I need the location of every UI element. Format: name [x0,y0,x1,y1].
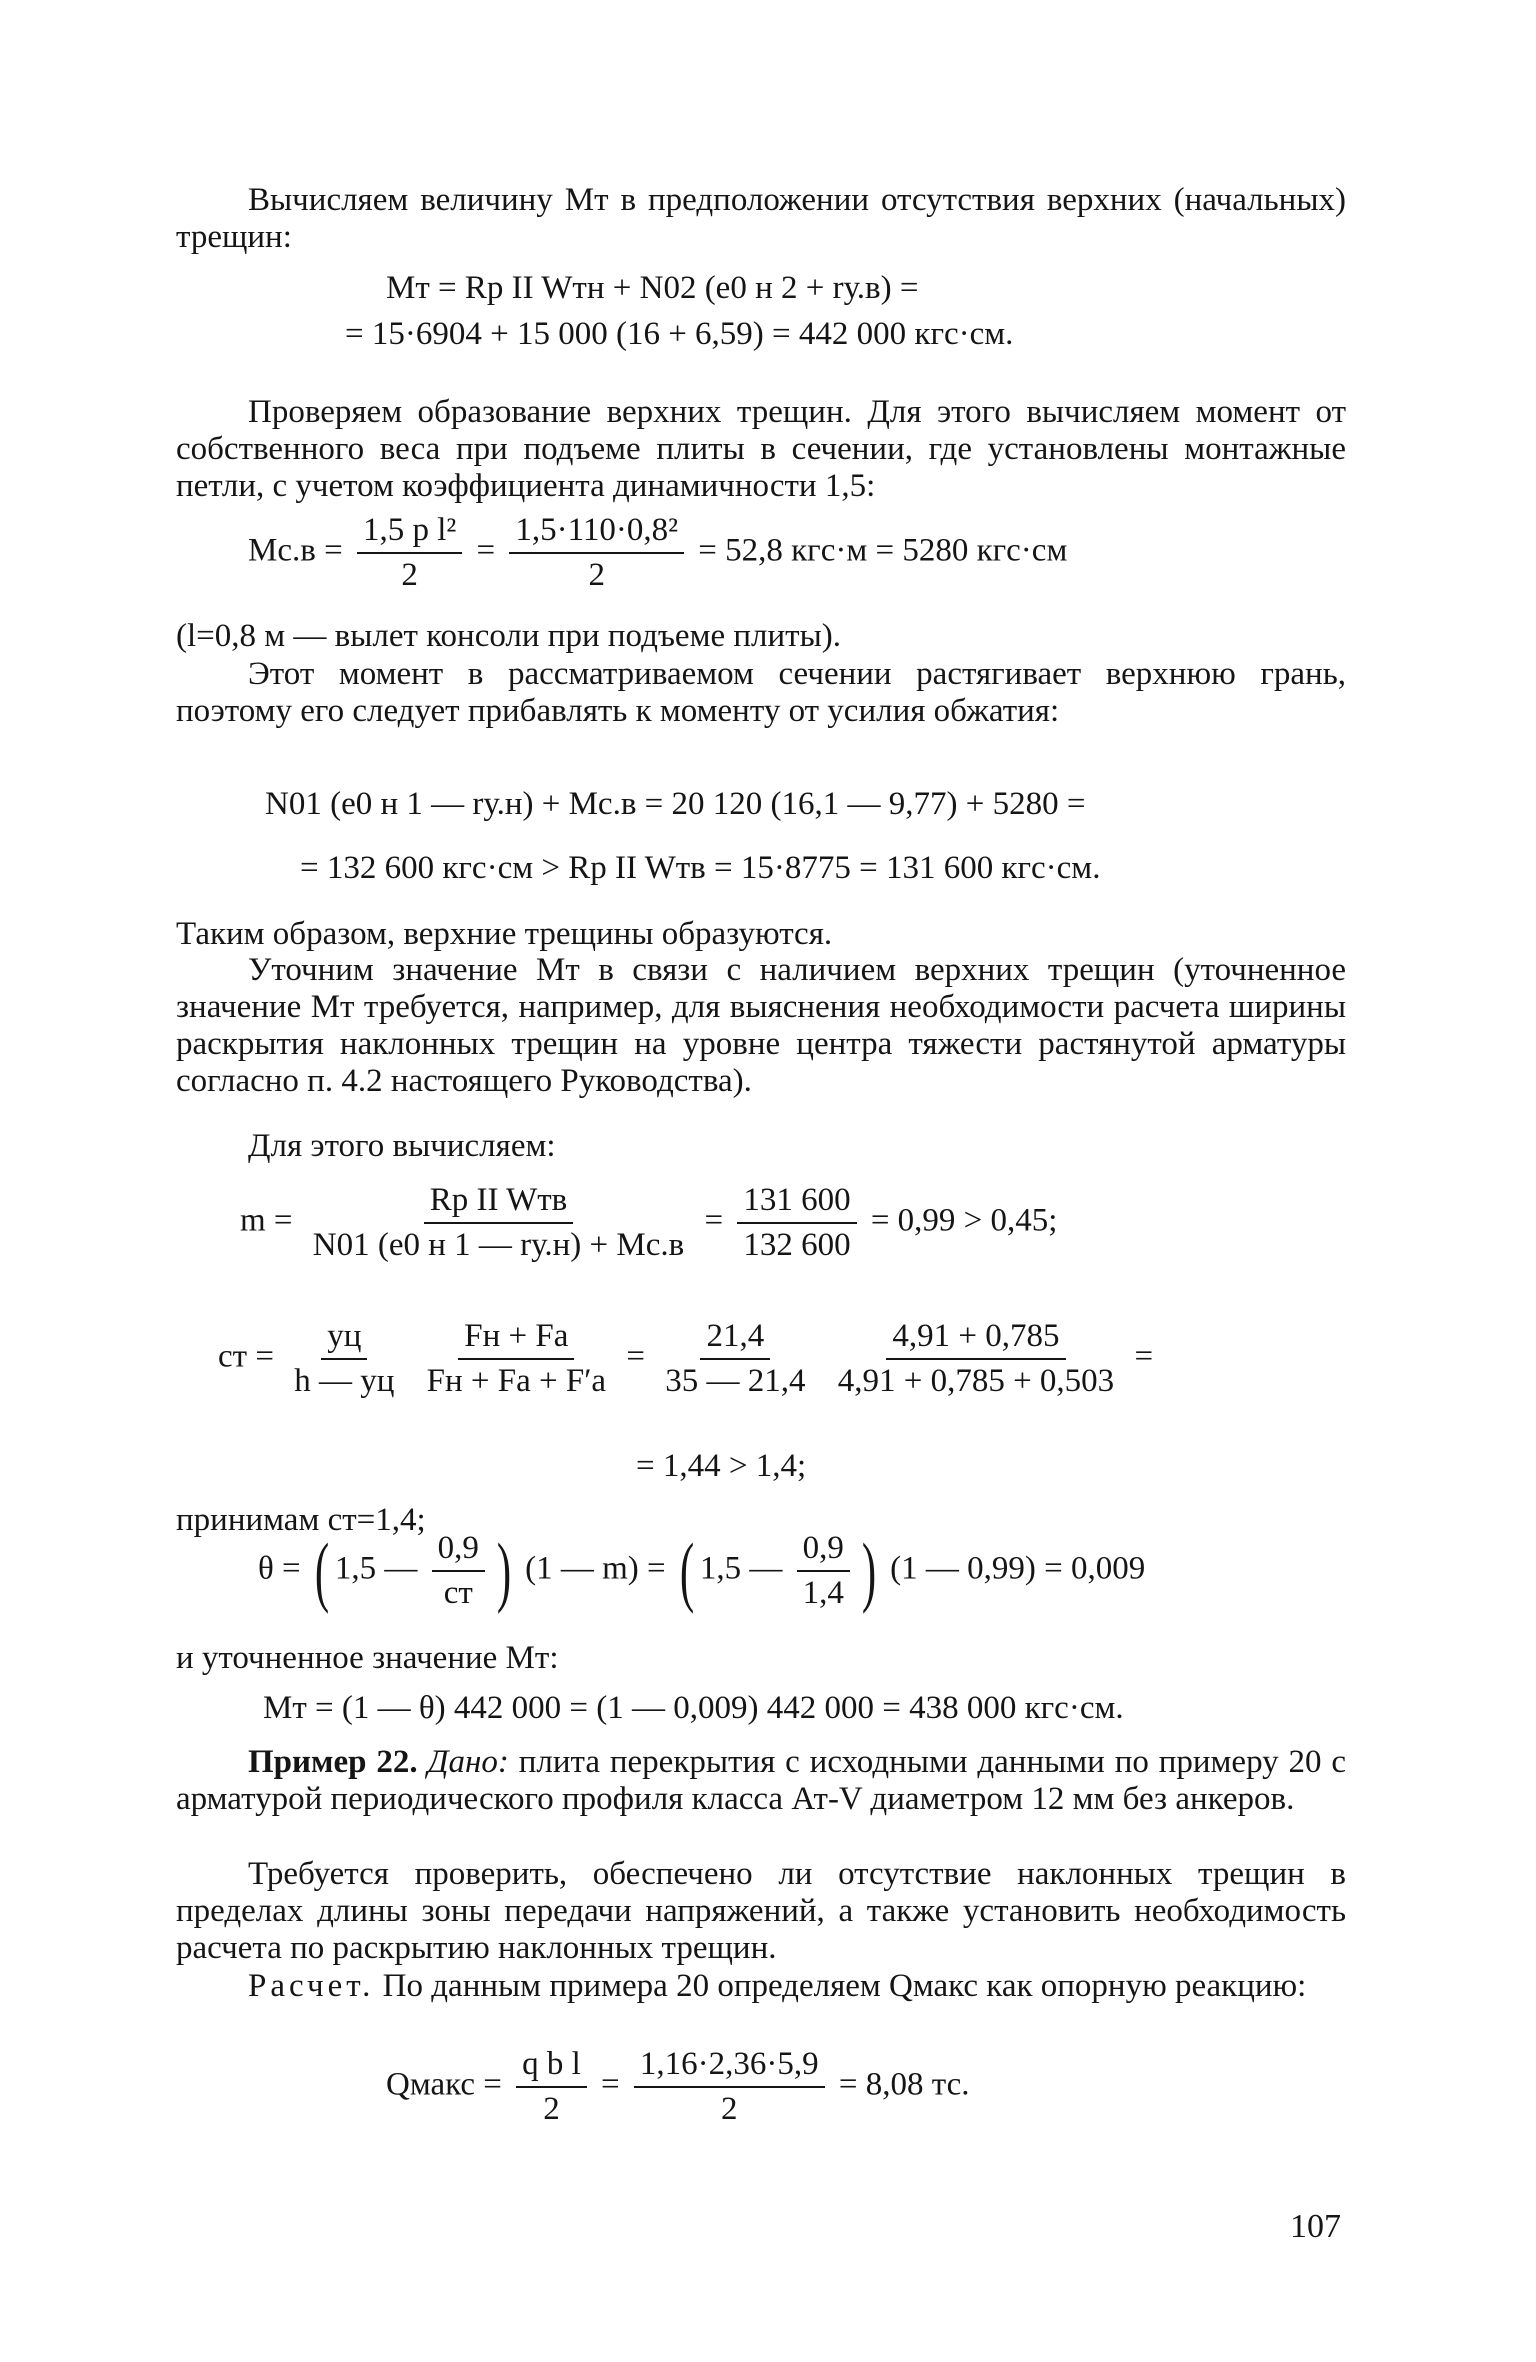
equation-m: m = $\frac{\text{Rр II Wтв}}{N01 (e0 н 1 — rу.н) + Mс.в}$ = $\frac{131 600}{132 600}$ = 0,99 > 0,45; [240,1182,1058,1263]
example-label: Пример 22. [248,1744,418,1780]
equation-ct-result: = 1,44 > 1,4; [636,1448,807,1484]
paragraph-conclusion: Таким образом, верхние трещины образуются. [176,916,833,952]
given-label: Дано: [427,1744,509,1780]
paragraph-intro: Вычисляем величину Mт в предположении отсутствия верхних (начальных) трещин: [176,182,1346,255]
equation-qmax: Qмакс = $\frac{\text{q b l}}{2}$ = $\frac{1,16\cdot 2,36\cdot 5,9}{2}$ = 8,08 тс. [386,2046,970,2127]
equation-ct: cт = $\frac{yц}{h — yц}$ $\frac{Fн + Fа}{Fн + Fа + F'а}$ = $\frac{21,4}{35 — 21,4}$ $\frac{4,91 + 0,785}{4,91 + 0,785 + 0,503}$ = [218,1318,1154,1399]
paragraph-moment: Этот момент в рассматриваемом сечении растягивает верхнюю грань, поэтому его следует прибавлять к моменту от усилия обжатия: [176,656,1346,729]
paragraph-compute: Для этого вычисляем: [248,1128,556,1164]
equation-theta: θ = ( 1,5 — $\frac{0,9}{cт}$ ) (1 — m) = ( 1,5 — $\frac{0,9}{1,4}$ ) (1 — 0,99) = 0,009 [258,1527,1146,1614]
paragraph-console: (l=0,8 м — вылет консоли при подъеме плиты). [176,618,841,654]
page-number: 107 [1290,2208,1341,2245]
paragraph-calculation: Расчет. По данным примера 20 определяем Qмакс как опорную реакцию: [248,1968,1307,2004]
equation-mt-refined: Mт = (1 — θ) 442 000 = (1 — 0,009) 442 000 = 438 000 кгс·см. [263,1690,1124,1726]
equation-mt-2: = 15·6904 + 15 000 (16 + 6,59) = 442 000 кгс·см. [345,316,1014,352]
calculation-label: Расчет. [248,1968,375,2004]
paragraph-required: Требуется проверить, обеспечено ли отсутствие наклонных трещин в пределах длины зоны передачи напряжений, а также установить необходимость расчета по раскрытию наклонных трещин. [176,1856,1346,1966]
paragraph-refine: Уточним значение Mт в связи с наличием верхних трещин (уточненное значение Mт требуется, например, для выяснения необходимости расчета ширины раскрытия наклонных трещин на уровне центра тяжести растянутой арматуры согласно п. 4.2 настоящего Руководства). [176,952,1346,1099]
paragraph-accept: принимам cт=1,4; [176,1502,426,1538]
paragraph-check: Проверяем образование верхних трещин. Для этого вычисляем момент от собственного веса при подъеме плиты в сечении, где установлены монтажные петли, с учетом коэффициента динамичности 1,5: [176,394,1346,504]
equation-n01-2: = 132 600 кгс·см > Rр II Wтв = 15·8775 = 131 600 кгс·см. [300,850,1101,886]
paragraph-example-22: Пример 22. Дано: плита перекрытия с исходными данными по примеру 20 с арматурой периодического профиля класса Ат-V диаметром 12 мм без анкеров. [176,1744,1347,1817]
paragraph-refined-value: и уточненное значение Mт: [176,1640,559,1676]
equation-n01-1: N01 (e0 н 1 — rу.н) + Mс.в = 20 120 (16,1 — 9,77) + 5280 = [265,786,1086,822]
equation-mcv: Mс.в = $\frac{\text{1,5 p l²}}{2}$ = $\frac{\text{1,5·110·0,8²}}{2}$ = 52,8 кгс·м = 5280 кгс·см [248,512,1068,593]
equation-mt-1: Mт = Rр II Wтн + N02 (e0 н 2 + rу.в) = [386,270,919,306]
